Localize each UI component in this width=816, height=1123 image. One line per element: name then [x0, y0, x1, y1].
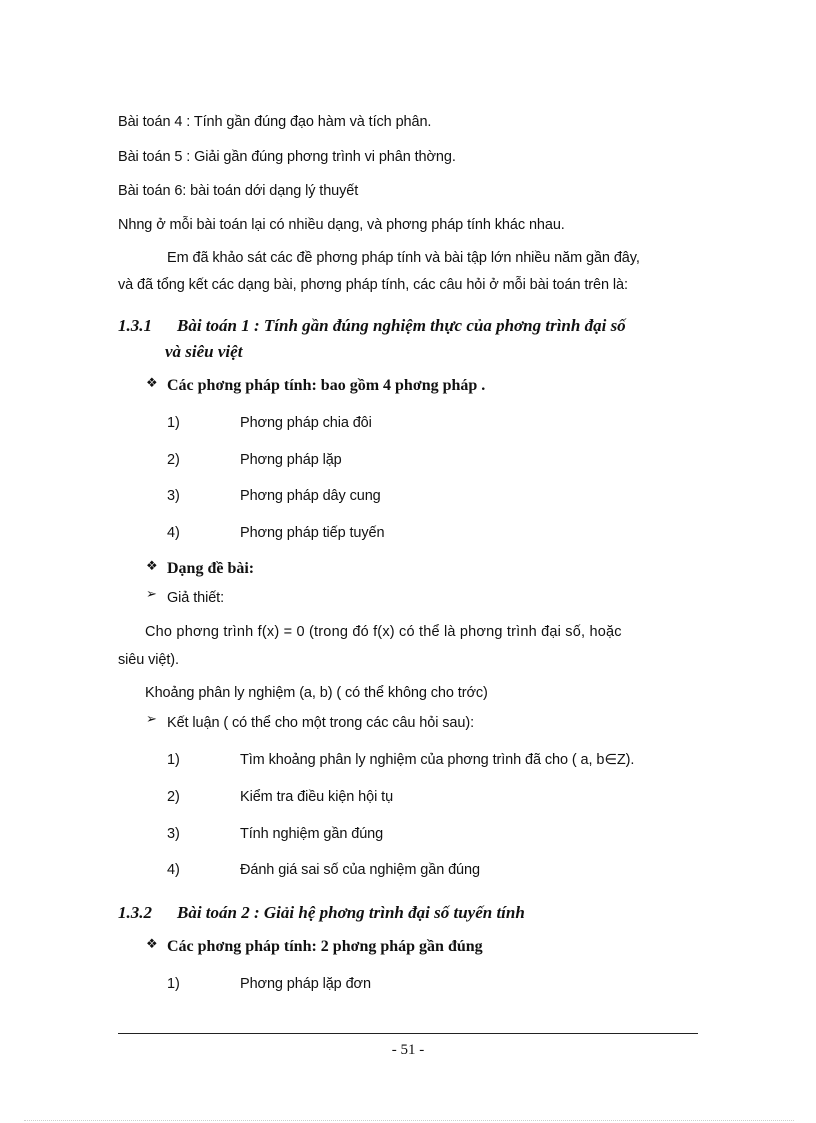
assumption-label: Giả thiết:: [167, 590, 225, 606]
section-number-1-3-1: 1.3.1: [118, 316, 152, 335]
form-heading: Dạng đề bài:: [167, 560, 255, 577]
diamond-bullet-icon: ❖: [146, 558, 158, 573]
method-item: Phơng pháp tiếp tuyến: [240, 525, 385, 541]
method-item: Phơng pháp dây cung: [240, 488, 381, 504]
assumption-text-line1: Cho phơng trình f(x) = 0 (trong đó f(x) có thể là phơng trình đại số, hoặc: [145, 624, 622, 640]
method-number: 1): [167, 415, 180, 431]
section-title-line2: và siêu việt: [165, 342, 243, 361]
method-item: Phơng pháp lặp: [240, 452, 342, 468]
question-number: 3): [167, 826, 180, 842]
footer-rule: [118, 1033, 698, 1034]
assumption-text-line2: siêu việt).: [118, 652, 179, 668]
section2-methods-heading: Các phơng pháp tính: 2 phơng pháp gần đúng: [167, 938, 483, 955]
method-item: Phơng pháp lặp đơn: [240, 976, 371, 992]
interval-text: Khoảng phân ly nghiệm (a, b) ( có thể không cho trớc): [145, 685, 488, 701]
page-number: - 51 -: [391, 1042, 425, 1058]
question-item: Tìm khoảng phân ly nghiệm của phơng trình đã cho ( a, b∈Z).: [240, 752, 635, 768]
paragraph-bai-toan-4: Bài toán 4 : Tính gần đúng đạo hàm và tích phân.: [118, 114, 432, 130]
section2-title: Bài toán 2 : Giải hệ phơng trình đại số tuyến tính: [177, 903, 525, 922]
arrow-bullet-icon: ➢: [146, 711, 157, 726]
question-item: Tính nghiệm gần đúng: [240, 826, 384, 842]
section-title-line1: Bài toán 1 : Tính gần đúng nghiệm thực của phơng trình đại số: [177, 316, 626, 335]
method-item: Phơng pháp chia đôi: [240, 415, 372, 431]
question-number: 4): [167, 862, 180, 878]
diamond-bullet-icon: ❖: [146, 375, 158, 390]
conclusion-label: Kết luận ( có thể cho một trong các câu hỏi sau):: [167, 715, 475, 731]
paragraph-overview: Nhng ở mỗi bài toán lại có nhiều dạng, và phơng pháp tính khác nhau.: [118, 217, 565, 233]
paragraph-survey-line1: Em đã khảo sát các đề phơng pháp tính và bài tập lớn nhiều năm gần đây,: [167, 250, 640, 266]
methods-heading: Các phơng pháp tính: bao gồm 4 phơng pháp .: [167, 377, 486, 394]
question-item: Đánh giá sai số của nghiệm gần đúng: [240, 862, 480, 878]
question-number: 2): [167, 789, 180, 805]
paragraph-bai-toan-5: Bài toán 5 : Giải gần đúng phơng trình vi phân thờng.: [118, 149, 456, 165]
page-bottom-dotted-line: [24, 1120, 794, 1121]
method-number: 1): [167, 976, 180, 992]
method-number: 3): [167, 488, 180, 504]
paragraph-bai-toan-6: Bài toán 6: bài toán dới dạng lý thuyết: [118, 183, 359, 199]
section-number-1-3-2: 1.3.2: [118, 903, 152, 922]
method-number: 2): [167, 452, 180, 468]
arrow-bullet-icon: ➢: [146, 586, 157, 601]
method-number: 4): [167, 525, 180, 541]
paragraph-survey-line2: và đã tổng kết các dạng bài, phơng pháp tính, các câu hỏi ở mỗi bài toán trên là:: [118, 277, 628, 293]
question-item: Kiểm tra điều kiện hội tụ: [240, 789, 394, 805]
question-number: 1): [167, 752, 180, 768]
diamond-bullet-icon: ❖: [146, 936, 158, 951]
